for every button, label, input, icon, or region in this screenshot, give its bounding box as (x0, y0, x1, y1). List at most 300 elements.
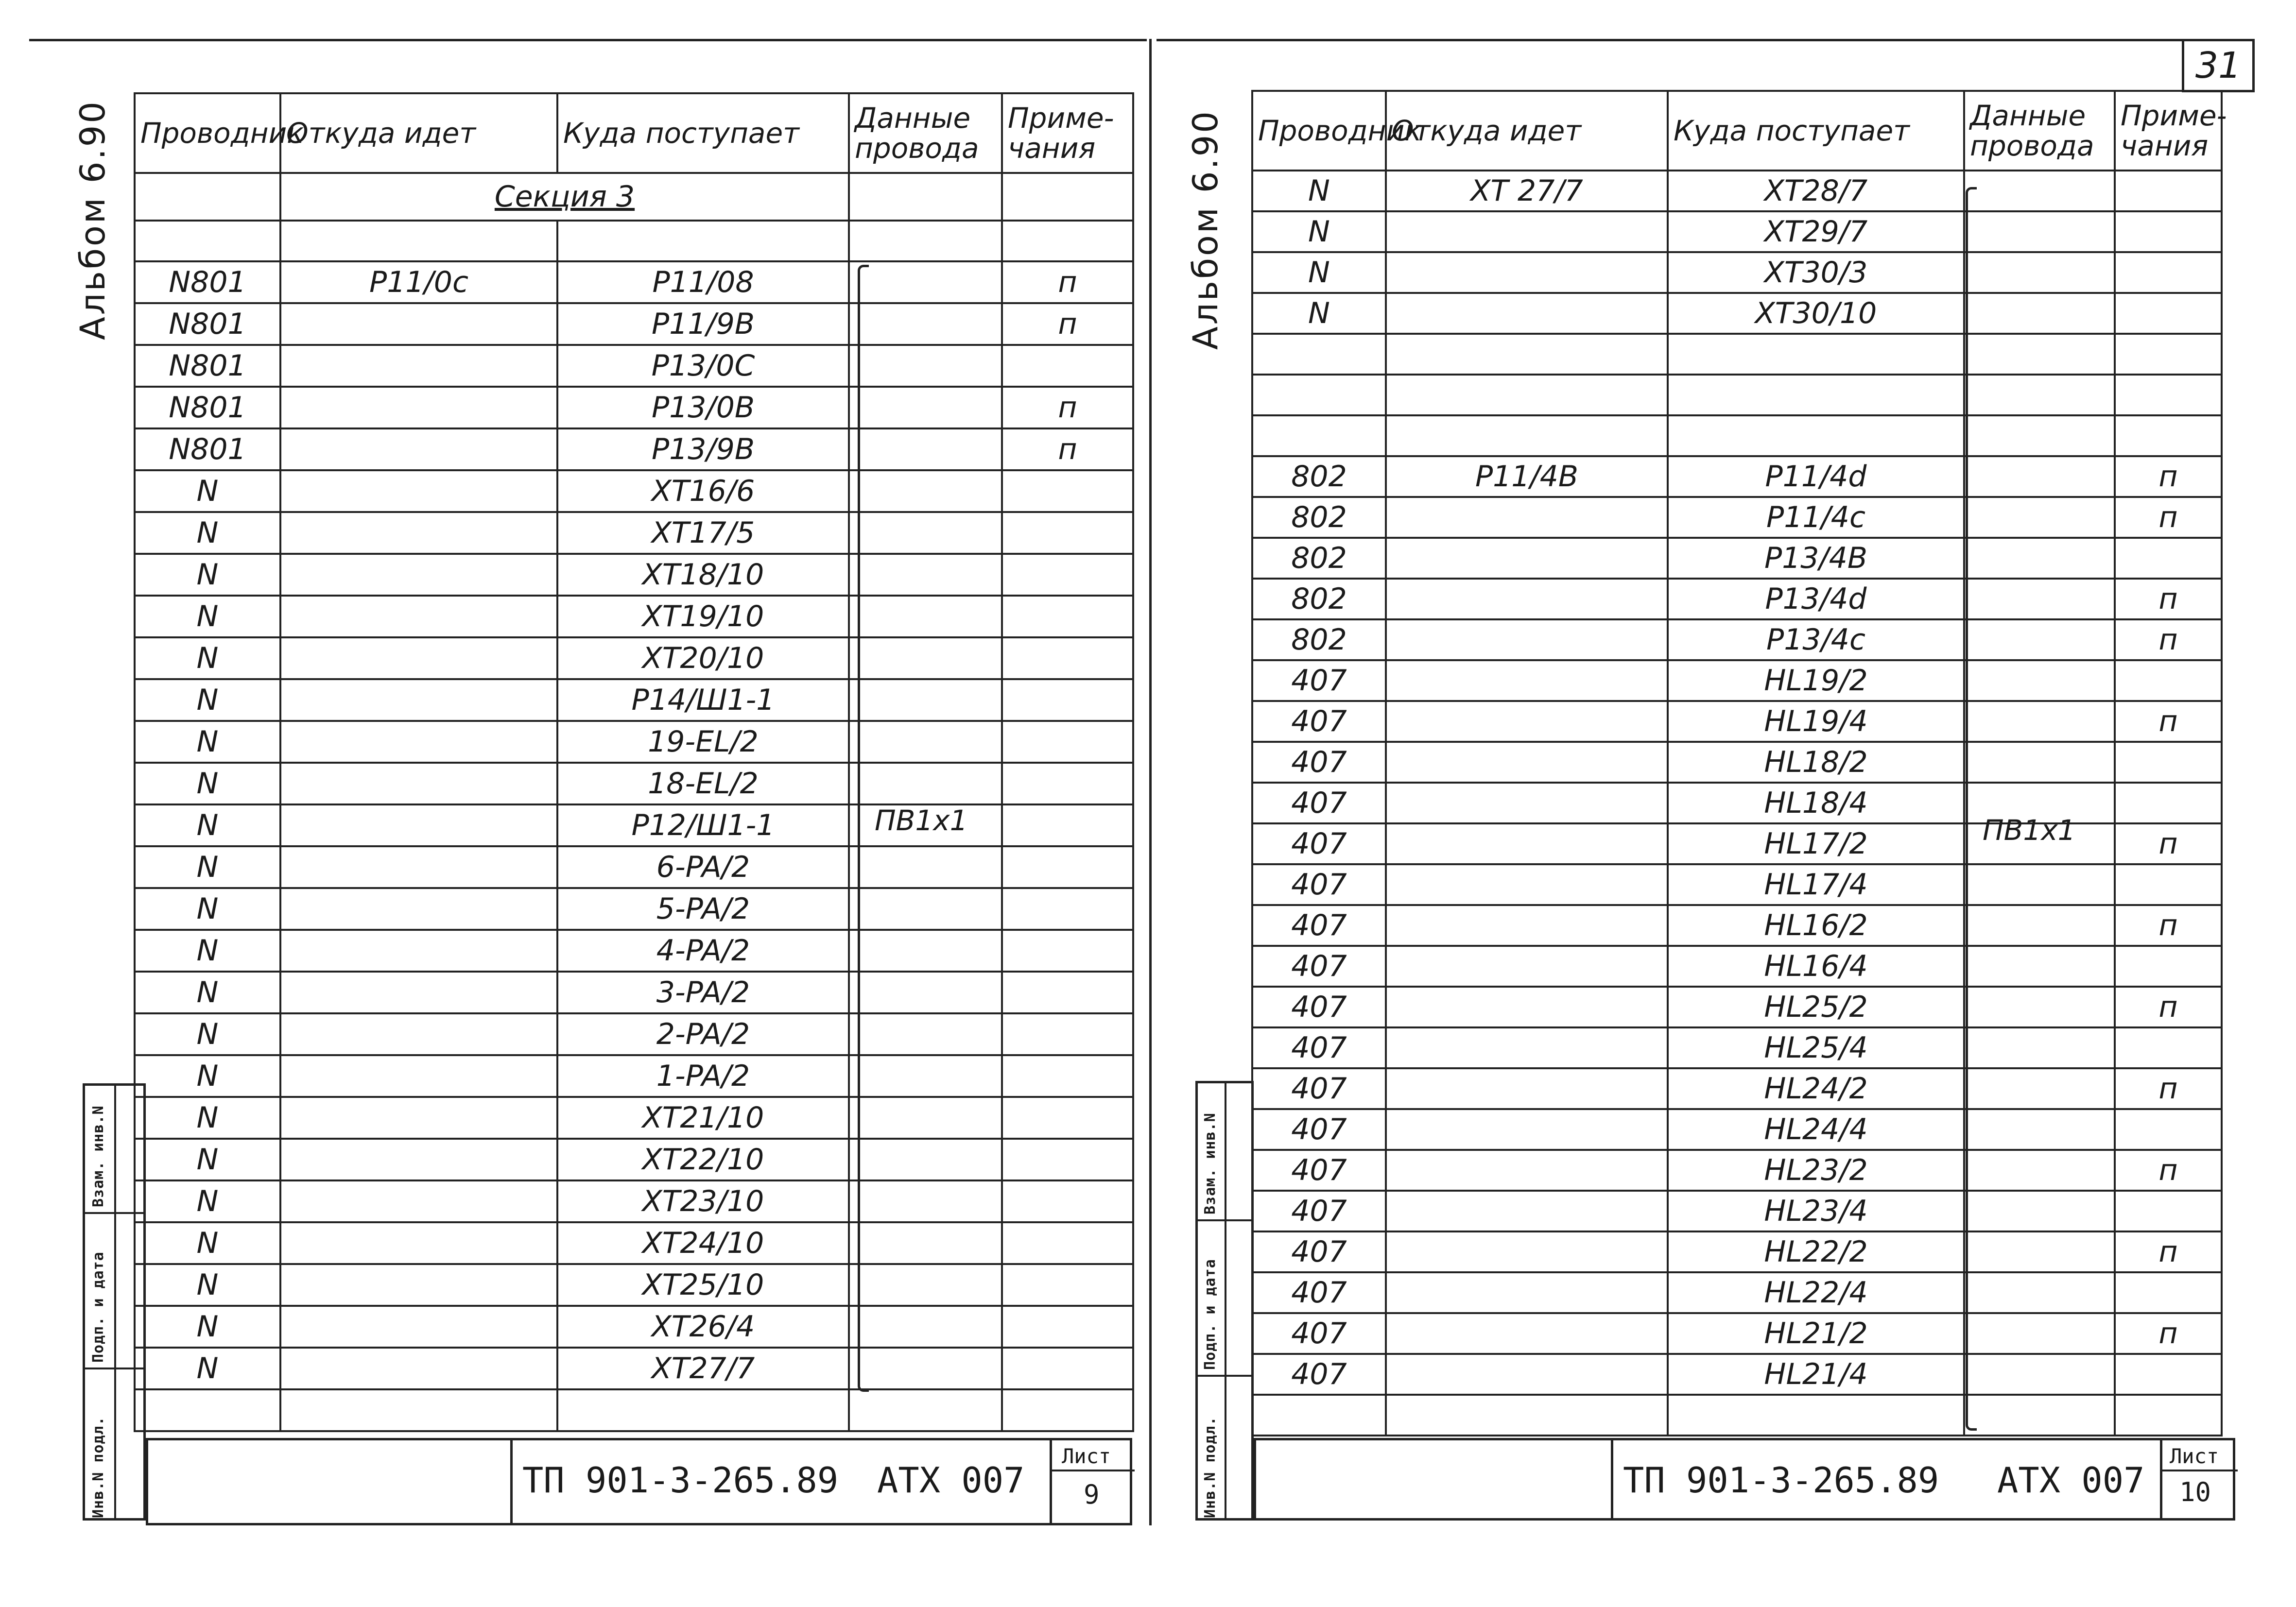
notes-cell: п (2115, 905, 2222, 946)
to-cell: P11/4d (1668, 456, 1964, 497)
from-cell (280, 303, 557, 345)
from-cell (280, 1013, 557, 1055)
table-row (1252, 211, 2222, 252)
notes-cell (2115, 946, 2222, 987)
notes-cell: п (2115, 1231, 2222, 1272)
notes-cell: п (1002, 428, 1133, 470)
from-cell (280, 596, 557, 637)
notes-cell (2115, 538, 2222, 579)
wire-data-cell (849, 261, 1002, 303)
wire-data-cell (849, 470, 1002, 512)
from-cell (1386, 1313, 1668, 1354)
notes-cell: п (2115, 1150, 2222, 1191)
notes-cell (1002, 1306, 1133, 1348)
conductor-cell: 802 (1252, 579, 1386, 619)
table-row (1252, 1395, 2222, 1436)
signature-sidebar-right: Инв.N подл. Подп. и дата Взам. инв.N (1195, 1081, 1254, 1521)
conductor-cell: N (1252, 293, 1386, 334)
conductor-cell: N (1252, 171, 1386, 211)
conductor-cell: N (135, 804, 280, 846)
page-number: 31 (2182, 39, 2255, 92)
notes-cell (2115, 1027, 2222, 1068)
table-header-row (135, 93, 1133, 173)
wire-data-cell (849, 930, 1002, 972)
table-row (1252, 783, 2222, 823)
conductor-cell (1252, 415, 1386, 456)
stamp-doc: АТХ 007 (877, 1460, 1025, 1501)
from-cell (280, 679, 557, 721)
conductor-cell: 407 (1252, 823, 1386, 864)
to-cell: XT18/10 (557, 554, 849, 596)
conductor-cell: 407 (1252, 905, 1386, 946)
wire-data-cell (1964, 1354, 2115, 1395)
conductor-cell: 407 (1252, 1109, 1386, 1150)
notes-cell (1002, 554, 1133, 596)
table-row (135, 1306, 1133, 1348)
notes-cell: п (2115, 497, 2222, 538)
table-row (135, 804, 1133, 846)
from-cell: P11/4B (1386, 456, 1668, 497)
notes-cell (1002, 1348, 1133, 1389)
stamp-sheet-label: Лист (1062, 1444, 1111, 1468)
wire-data-cell (849, 763, 1002, 804)
from-cell (1386, 1068, 1668, 1109)
from-cell (1386, 1272, 1668, 1313)
from-cell (1386, 905, 1668, 946)
to-cell: 6-PA/2 (557, 846, 849, 888)
header-from: Откуда идет (280, 93, 557, 173)
table-row (135, 596, 1133, 637)
from-cell (1386, 497, 1668, 538)
to-cell: XT16/6 (557, 470, 849, 512)
from-cell (280, 428, 557, 470)
table-row (135, 1055, 1133, 1097)
notes-cell (2115, 171, 2222, 211)
stamp-code: ТП 901-3-265.89 (522, 1460, 839, 1501)
conductor-cell: N (135, 637, 280, 679)
wire-data-cell (849, 1306, 1002, 1348)
notes-cell: п (1002, 261, 1133, 303)
to-cell: HL24/4 (1668, 1109, 1964, 1150)
wire-data-cell (1964, 660, 2115, 701)
from-cell: P11/0c (280, 261, 557, 303)
notes-cell: п (2115, 823, 2222, 864)
table-row (1252, 497, 2222, 538)
from-cell (280, 1264, 557, 1306)
from-cell (1386, 701, 1668, 742)
from-cell (1386, 293, 1668, 334)
to-cell: HL18/4 (1668, 783, 1964, 823)
notes-cell (1002, 1097, 1133, 1139)
conductor-cell: N (135, 512, 280, 554)
wire-group-brace (858, 265, 869, 1392)
conductor-cell: 407 (1252, 1231, 1386, 1272)
table-row (135, 428, 1133, 470)
conductor-cell: 407 (1252, 660, 1386, 701)
table-row (1252, 375, 2222, 415)
table-row (1252, 1068, 2222, 1109)
wire-data-cell (1964, 415, 2115, 456)
from-cell (1386, 783, 1668, 823)
conductor-cell: 407 (1252, 987, 1386, 1027)
wire-data-cell (849, 1097, 1002, 1139)
to-cell: P13/0C (557, 345, 849, 387)
conductor-cell: N (135, 1055, 280, 1097)
signature-sidebar-left: Инв.N подл. Подп. и дата Взам. инв.N (83, 1083, 146, 1521)
header-wire-data: Данные провода (849, 93, 1002, 173)
from-cell (280, 930, 557, 972)
notes-cell (1002, 679, 1133, 721)
from-cell (280, 721, 557, 763)
notes-cell (2115, 864, 2222, 905)
header-conductor: Проводник (1252, 91, 1386, 171)
conductor-cell: 802 (1252, 538, 1386, 579)
wire-data-cell (1964, 252, 2115, 293)
table-row (1252, 701, 2222, 742)
header-notes: Приме-чания (2115, 91, 2222, 171)
wire-data-cell (849, 846, 1002, 888)
table-row (1252, 456, 2222, 497)
conductor-cell: N (135, 596, 280, 637)
from-cell (280, 554, 557, 596)
notes-cell (1002, 1180, 1133, 1222)
notes-cell: п (1002, 303, 1133, 345)
wire-data-cell (849, 345, 1002, 387)
wire-data-cell (1964, 1027, 2115, 1068)
to-cell: XT29/7 (1668, 211, 1964, 252)
from-cell (1386, 619, 1668, 660)
wire-data-cell (1964, 1231, 2115, 1272)
conductor-cell: 802 (1252, 456, 1386, 497)
notes-cell: п (2115, 456, 2222, 497)
table-row (135, 721, 1133, 763)
left-connection-table (134, 92, 1134, 1432)
notes-cell (2115, 1272, 2222, 1313)
table-row (135, 1264, 1133, 1306)
table-row (135, 261, 1133, 303)
conductor-cell: N (135, 1139, 280, 1180)
wire-data-cell (1964, 742, 2115, 783)
header-notes: Приме-чания (1002, 93, 1133, 173)
to-cell: 3-PA/2 (557, 972, 849, 1013)
conductor-cell: N801 (135, 428, 280, 470)
stamp-code: ТП 901-3-265.89 (1623, 1460, 1939, 1501)
wire-data-cell (1964, 1109, 2115, 1150)
table-row (1252, 293, 2222, 334)
from-cell (1386, 211, 1668, 252)
from-cell (1386, 415, 1668, 456)
table-row (1252, 1272, 2222, 1313)
conductor-cell: 407 (1252, 946, 1386, 987)
from-cell (280, 470, 557, 512)
table-row (1252, 1109, 2222, 1150)
to-cell: P14/Ш1-1 (557, 679, 849, 721)
conductor-cell: N (135, 1348, 280, 1389)
wire-data-cell (1964, 538, 2115, 579)
conductor-cell: N (1252, 211, 1386, 252)
wire-data-cell (1964, 334, 2115, 375)
wire-group-brace (1966, 187, 1977, 1431)
wire-data-cell (1964, 293, 2115, 334)
conductor-cell: 407 (1252, 701, 1386, 742)
conductor-cell: N (135, 1013, 280, 1055)
notes-cell (1002, 596, 1133, 637)
table-row (1252, 1027, 2222, 1068)
to-cell: 18-EL/2 (557, 763, 849, 804)
notes-cell (2115, 211, 2222, 252)
from-cell (1386, 1354, 1668, 1395)
to-cell: XT24/10 (557, 1222, 849, 1264)
table-row (135, 470, 1133, 512)
to-cell: HL23/2 (1668, 1150, 1964, 1191)
from-cell (1386, 1109, 1668, 1150)
from-cell (1386, 538, 1668, 579)
top-border-left (29, 39, 1147, 41)
wire-data-cell (1964, 619, 2115, 660)
wire-data-cell (849, 721, 1002, 763)
wire-data-cell (849, 554, 1002, 596)
from-cell: XT 27/7 (1386, 171, 1668, 211)
notes-cell (2115, 293, 2222, 334)
notes-cell: п (2115, 1068, 2222, 1109)
table-row (1252, 1150, 2222, 1191)
notes-cell: п (2115, 701, 2222, 742)
notes-cell (1002, 804, 1133, 846)
to-cell: HL23/4 (1668, 1191, 1964, 1231)
to-cell: HL16/4 (1668, 946, 1964, 987)
notes-cell (1002, 888, 1133, 930)
to-cell: XT25/10 (557, 1264, 849, 1306)
from-cell (1386, 987, 1668, 1027)
wire-data-cell (1964, 864, 2115, 905)
header-conductor: Проводник (135, 93, 280, 173)
table-row (1252, 1191, 2222, 1231)
table-row (135, 1139, 1133, 1180)
conductor-cell (1252, 375, 1386, 415)
conductor-cell: 407 (1252, 1150, 1386, 1191)
wire-data-cell (849, 1222, 1002, 1264)
to-cell: HL17/2 (1668, 823, 1964, 864)
to-cell: HL17/4 (1668, 864, 1964, 905)
table-row (135, 637, 1133, 679)
notes-cell (1002, 1264, 1133, 1306)
wire-data-cell (1964, 1068, 2115, 1109)
from-cell (280, 1097, 557, 1139)
notes-cell: п (2115, 1313, 2222, 1354)
table-row (135, 303, 1133, 345)
wire-data-cell (1964, 987, 2115, 1027)
from-cell (1386, 823, 1668, 864)
to-cell: 1-PA/2 (557, 1055, 849, 1097)
table-row (1252, 538, 2222, 579)
to-cell: XT17/5 (557, 512, 849, 554)
from-cell (280, 387, 557, 428)
title-stamp-right (1254, 1438, 2235, 1521)
table-row (135, 888, 1133, 930)
notes-cell (2115, 660, 2222, 701)
table-row (1252, 619, 2222, 660)
to-cell: XT22/10 (557, 1139, 849, 1180)
drawing-sheet: 31 Альбом 6.90 Альбом 6.90 Проводник Откуда идет Куда поступает Данные провода Приме-чания Секция 3 N801 P11/0c P11/08 п N801 P11/9B п N801 P13/0C N801 P13/0B п N801 P13/9B п N XT16/6 N XT17/5 N XT18/10 N XT19/10 N XT20/10 N P14/Ш1-1 N 19-EL/2 N 18-EL/2 N P12/Ш1-1 N 6-PA/2 N 5-PA/2 N 4-PA/2 N 3-PA/2 N 2-PA/2 N 1-PA/2 N XT21/10 N XT22/10 N XT23/10 N XT24/10 N XT25/10 N XT26/4 N XT27/7 ПВ1х1 Инв.N подл. Подп. и дата Взам. инв.N ТП 901-3-265.89 АТХ 007 Лист 9 Проводник Откуда идет Куда поступает Данные провода Приме-чания N XT 27/7 XT28/7 N XT29/7 N XT30/3 N XT30/10 802 P11/4B P11/4d п 802 P11/4c п 802 P13/4B 802 P13/4d п 802 P13/4c п 407 HL19/2 407 HL19/4 п 407 HL18/2 407 HL18/4 407 HL17/2 п 407 HL17/4 407 HL16/2 п 407 HL16/4 407 HL25/2 п 407 HL25/4 407 HL24/2 п 407 HL24/4 407 HL23/2 п 407 HL23/4 407 HL22/2 п 407 HL22/4 407 HL21/2 п 407 HL21/4 ПВ1х1 Инв.N подл. Подп. и дата Взам. инв.N ТП 901-3-265.89 АТХ 007 Лист 10 (0, 0, 2296, 1607)
conductor-cell: 407 (1252, 742, 1386, 783)
table-row (135, 554, 1133, 596)
to-cell: XT21/10 (557, 1097, 849, 1139)
table-row (135, 512, 1133, 554)
to-cell: P11/9B (557, 303, 849, 345)
notes-cell (2115, 415, 2222, 456)
wire-data-cell (1964, 1313, 2115, 1354)
stamp-sheet-number: 10 (2179, 1477, 2211, 1507)
conductor-cell: N801 (135, 261, 280, 303)
to-cell: P12/Ш1-1 (557, 804, 849, 846)
from-cell (1386, 660, 1668, 701)
to-cell: P13/4B (1668, 538, 1964, 579)
conductor-cell: N (135, 470, 280, 512)
to-cell: P11/4c (1668, 497, 1964, 538)
conductor-cell: N (135, 846, 280, 888)
conductor-cell: N (135, 554, 280, 596)
notes-cell (1002, 1055, 1133, 1097)
wire-data-cell (1964, 497, 2115, 538)
table-row (1252, 660, 2222, 701)
table-row (135, 345, 1133, 387)
table-row (135, 1222, 1133, 1264)
from-cell (1386, 252, 1668, 293)
to-cell: 19-EL/2 (557, 721, 849, 763)
conductor-cell: N (135, 930, 280, 972)
section-title: Секция 3 (280, 173, 849, 221)
conductor-cell: N (135, 972, 280, 1013)
from-cell (280, 1139, 557, 1180)
table-row (1252, 171, 2222, 211)
to-cell: HL21/2 (1668, 1313, 1964, 1354)
from-cell (280, 846, 557, 888)
from-cell (1386, 1231, 1668, 1272)
notes-cell (2115, 375, 2222, 415)
conductor-cell: 407 (1252, 1272, 1386, 1313)
header-to: Куда поступает (557, 93, 849, 173)
notes-cell: п (2115, 619, 2222, 660)
conductor-cell: N (135, 721, 280, 763)
stamp-sheet-label: Лист (2170, 1444, 2219, 1468)
wire-data-cell (849, 387, 1002, 428)
table-row (1252, 864, 2222, 905)
to-cell: HL24/2 (1668, 1068, 1964, 1109)
notes-cell (1002, 512, 1133, 554)
table-row (135, 221, 1133, 261)
from-cell (1386, 1150, 1668, 1191)
conductor-cell: 407 (1252, 864, 1386, 905)
wire-data-cell (849, 1013, 1002, 1055)
conductor-cell: N (135, 763, 280, 804)
notes-cell (2115, 1354, 2222, 1395)
notes-cell (1002, 470, 1133, 512)
notes-cell (2115, 334, 2222, 375)
notes-cell (1002, 846, 1133, 888)
notes-cell (1002, 930, 1133, 972)
to-cell: P13/9B (557, 428, 849, 470)
conductor-cell: N (135, 1222, 280, 1264)
right-connection-table (1251, 90, 2227, 1436)
from-cell (280, 512, 557, 554)
conductor-cell: 407 (1252, 1068, 1386, 1109)
conductor-cell: 407 (1252, 783, 1386, 823)
to-cell: 2-PA/2 (557, 1013, 849, 1055)
conductor-cell: 407 (1252, 1354, 1386, 1395)
notes-cell (1002, 721, 1133, 763)
wire-data-cell (1964, 905, 2115, 946)
to-cell: XT23/10 (557, 1180, 849, 1222)
table-header-row (1252, 91, 2222, 171)
from-cell (1386, 946, 1668, 987)
from-cell (280, 1180, 557, 1222)
notes-cell: п (1002, 387, 1133, 428)
conductor-cell: N801 (135, 303, 280, 345)
conductor-cell: N (135, 679, 280, 721)
table-row (1252, 946, 2222, 987)
table-row (1252, 415, 2222, 456)
table-row (135, 679, 1133, 721)
to-cell (1668, 334, 1964, 375)
notes-cell (2115, 1191, 2222, 1231)
from-cell (280, 972, 557, 1013)
from-cell (1386, 1027, 1668, 1068)
table-row (135, 387, 1133, 428)
table-row (135, 763, 1133, 804)
to-cell: P11/08 (557, 261, 849, 303)
table-row (1252, 1313, 2222, 1354)
wire-data-cell (1964, 456, 2115, 497)
wire-data-cell (849, 512, 1002, 554)
conductor-cell: N (1252, 252, 1386, 293)
from-cell (1386, 334, 1668, 375)
to-cell (1668, 415, 1964, 456)
from-cell (280, 888, 557, 930)
wire-data-cell (1964, 211, 2115, 252)
conductor-cell: 407 (1252, 1313, 1386, 1354)
notes-cell (2115, 783, 2222, 823)
conductor-cell: 802 (1252, 619, 1386, 660)
wire-data-cell (849, 679, 1002, 721)
table-row (1252, 579, 2222, 619)
conductor-cell: N (135, 1306, 280, 1348)
title-stamp-left (146, 1438, 1132, 1525)
wire-data-cell (849, 428, 1002, 470)
table-row (1252, 987, 2222, 1027)
wire-data-cell (849, 1348, 1002, 1389)
stamp-doc: АТХ 007 (1997, 1460, 2145, 1501)
to-cell (1668, 375, 1964, 415)
wire-data-cell (1964, 1272, 2115, 1313)
notes-cell (2115, 742, 2222, 783)
wire-data-cell (849, 888, 1002, 930)
notes-cell (1002, 345, 1133, 387)
from-cell (280, 1055, 557, 1097)
to-cell: HL16/2 (1668, 905, 1964, 946)
conductor-cell: N (135, 1180, 280, 1222)
conductor-cell: N (135, 888, 280, 930)
wire-data-cell (1964, 946, 2115, 987)
to-cell: HL19/2 (1668, 660, 1964, 701)
table-row (1252, 1354, 2222, 1395)
to-cell: 4-PA/2 (557, 930, 849, 972)
table-row (135, 1180, 1133, 1222)
wire-data-left: ПВ1х1 (875, 804, 968, 837)
from-cell (1386, 1191, 1668, 1231)
from-cell (280, 763, 557, 804)
notes-cell (1002, 1139, 1133, 1180)
notes-cell (1002, 763, 1133, 804)
